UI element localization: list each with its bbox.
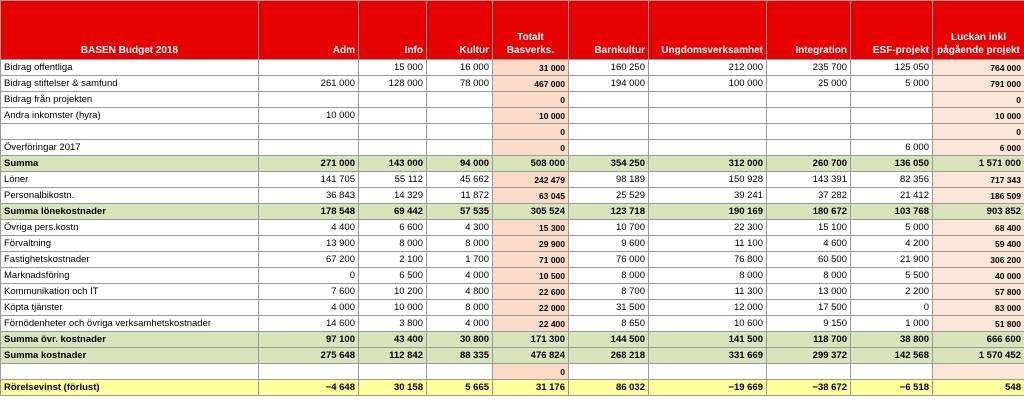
summary-row — [1, 348, 1024, 364]
cell[interactable]: 37 282 — [767, 188, 851, 204]
cell[interactable]: 1 571 000 — [933, 156, 1024, 172]
cell[interactable]: 268 218 — [569, 348, 649, 364]
cell[interactable]: 31 176 — [493, 380, 569, 396]
cell[interactable] — [933, 364, 1024, 380]
row-label[interactable]: Summa lönekostnader — [1, 204, 259, 220]
cell[interactable]: 57 800 — [933, 284, 1024, 300]
cell[interactable]: 305 524 — [493, 204, 569, 220]
cell[interactable]: 9 150 — [767, 316, 851, 332]
cell[interactable]: 6 000 — [851, 140, 933, 156]
column-header[interactable]: Integration — [767, 1, 851, 60]
cell[interactable]: 4 800 — [427, 284, 493, 300]
cell[interactable]: 10 000 — [493, 108, 569, 124]
cell[interactable]: 0 — [493, 140, 569, 156]
cell[interactable]: 125 050 — [851, 60, 933, 76]
cell[interactable]: 11 100 — [649, 236, 767, 252]
table-row — [1, 108, 1024, 124]
column-header[interactable]: ESF-projekt — [851, 1, 933, 60]
cell[interactable]: 5 000 — [851, 220, 933, 236]
cell[interactable]: 128 000 — [359, 76, 427, 92]
cell[interactable]: 0 — [493, 92, 569, 108]
cell[interactable]: 180 672 — [767, 204, 851, 220]
cell[interactable]: 0 — [933, 92, 1024, 108]
cell[interactable] — [359, 364, 427, 380]
cell[interactable]: 275 648 — [259, 348, 359, 364]
cell[interactable]: 260 700 — [767, 156, 851, 172]
cell[interactable]: 143 391 — [767, 172, 851, 188]
table-row — [1, 300, 1024, 316]
cell[interactable]: 1 700 — [427, 252, 493, 268]
cell[interactable]: 17 500 — [767, 300, 851, 316]
result-row — [1, 380, 1024, 396]
cell[interactable]: 11 300 — [649, 284, 767, 300]
cell[interactable]: 4 400 — [259, 220, 359, 236]
column-header[interactable]: Luckan inkl pågående projekt — [933, 1, 1024, 60]
cell[interactable]: 43 400 — [359, 332, 427, 348]
cell[interactable]: −6 518 — [851, 380, 933, 396]
header-row — [1, 1, 1024, 60]
cell[interactable]: 16 000 — [427, 60, 493, 76]
cell[interactable]: 55 112 — [359, 172, 427, 188]
cell[interactable]: 144 500 — [569, 332, 649, 348]
cell[interactable]: 242 479 — [493, 172, 569, 188]
cell[interactable]: 508 000 — [493, 156, 569, 172]
cell[interactable]: 76 000 — [569, 252, 649, 268]
cell[interactable]: 29 900 — [493, 236, 569, 252]
cell[interactable]: 331 669 — [649, 348, 767, 364]
cell[interactable]: 476 824 — [493, 348, 569, 364]
table-row — [1, 60, 1024, 76]
cell[interactable]: −19 669 — [649, 380, 767, 396]
cell[interactable] — [569, 124, 649, 140]
cell[interactable] — [649, 140, 767, 156]
cell[interactable]: 8 000 — [649, 268, 767, 284]
header-title[interactable]: BASEN Budget 2018 — [1, 1, 259, 60]
row-label[interactable]: Summa kostnader — [1, 348, 259, 364]
cell[interactable]: 13 000 — [767, 284, 851, 300]
row-label[interactable]: Bidrag offentliga — [1, 60, 259, 76]
row-label[interactable]: Förnödenheter och övriga verksamhetskostnader — [1, 316, 259, 332]
cell[interactable]: 67 200 — [259, 252, 359, 268]
cell[interactable]: 15 100 — [767, 220, 851, 236]
cell[interactable]: 261 000 — [259, 76, 359, 92]
cell[interactable]: 299 372 — [767, 348, 851, 364]
cell[interactable]: 143 000 — [359, 156, 427, 172]
table-row — [1, 188, 1024, 204]
cell[interactable]: 22 400 — [493, 316, 569, 332]
row-label[interactable]: Summa övr. kostnader — [1, 332, 259, 348]
cell[interactable]: 6 500 — [359, 268, 427, 284]
cell[interactable]: 6 600 — [359, 220, 427, 236]
cell[interactable]: 4 000 — [427, 316, 493, 332]
cell[interactable] — [851, 92, 933, 108]
cell[interactable]: 1 000 — [851, 316, 933, 332]
cell[interactable]: 94 000 — [427, 156, 493, 172]
cell[interactable]: 271 000 — [259, 156, 359, 172]
cell[interactable]: 71 000 — [493, 252, 569, 268]
cell[interactable]: 69 442 — [359, 204, 427, 220]
cell[interactable] — [851, 364, 933, 380]
cell[interactable] — [427, 364, 493, 380]
cell[interactable]: 10 600 — [649, 316, 767, 332]
cell[interactable] — [569, 364, 649, 380]
cell[interactable] — [767, 108, 851, 124]
row-label[interactable] — [1, 124, 259, 140]
cell[interactable]: 21 412 — [851, 188, 933, 204]
table-row — [1, 236, 1024, 252]
column-header[interactable]: Adm — [259, 1, 359, 60]
cell[interactable]: 8 000 — [569, 268, 649, 284]
cell[interactable]: 22 300 — [649, 220, 767, 236]
row-label[interactable]: Rörelsevinst (förlust) — [1, 380, 259, 396]
cell[interactable]: 100 000 — [649, 76, 767, 92]
cell[interactable]: 10 500 — [493, 268, 569, 284]
cell[interactable]: 2 200 — [851, 284, 933, 300]
cell[interactable] — [851, 124, 933, 140]
cell[interactable]: 112 842 — [359, 348, 427, 364]
cell[interactable]: 76 800 — [649, 252, 767, 268]
row-label[interactable]: Övriga pers.kostn — [1, 220, 259, 236]
row-label[interactable]: Bidrag från projekten — [1, 92, 259, 108]
cell[interactable]: 8 000 — [767, 268, 851, 284]
cell[interactable]: 31 000 — [493, 60, 569, 76]
cell[interactable]: 25 000 — [767, 76, 851, 92]
cell[interactable] — [569, 108, 649, 124]
cell[interactable]: 186 509 — [933, 188, 1024, 204]
cell[interactable]: 86 032 — [569, 380, 649, 396]
cell[interactable]: 60 500 — [767, 252, 851, 268]
cell[interactable]: 31 500 — [569, 300, 649, 316]
cell[interactable]: 141 705 — [259, 172, 359, 188]
cell[interactable]: 10 000 — [359, 300, 427, 316]
cell[interactable]: 98 189 — [569, 172, 649, 188]
row-label[interactable]: Marknadsföring — [1, 268, 259, 284]
cell[interactable]: 88 335 — [427, 348, 493, 364]
cell[interactable]: 141 500 — [649, 332, 767, 348]
cell[interactable]: 10 700 — [569, 220, 649, 236]
cell[interactable]: 83 000 — [933, 300, 1024, 316]
cell[interactable]: −4 648 — [259, 380, 359, 396]
cell[interactable]: 22 600 — [493, 284, 569, 300]
cell[interactable]: 39 241 — [649, 188, 767, 204]
cell[interactable] — [649, 108, 767, 124]
cell[interactable]: 12 000 — [649, 300, 767, 316]
row-label[interactable]: Summa — [1, 156, 259, 172]
cell[interactable]: 21 900 — [851, 252, 933, 268]
cell[interactable]: 717 343 — [933, 172, 1024, 188]
cell[interactable] — [569, 140, 649, 156]
summary-row — [1, 204, 1024, 220]
cell[interactable] — [259, 140, 359, 156]
cell[interactable] — [259, 60, 359, 76]
row-label[interactable]: Löner — [1, 172, 259, 188]
row-label[interactable]: Andra inkomster (hyra) — [1, 108, 259, 124]
cell[interactable]: 235 700 — [767, 60, 851, 76]
cell[interactable]: 4 000 — [259, 300, 359, 316]
cell[interactable]: 10 200 — [359, 284, 427, 300]
cell[interactable]: 190 169 — [649, 204, 767, 220]
cell[interactable] — [427, 124, 493, 140]
cell[interactable] — [649, 92, 767, 108]
cell[interactable]: 10 000 — [259, 108, 359, 124]
cell[interactable]: 4 600 — [767, 236, 851, 252]
cell[interactable]: 59 400 — [933, 236, 1024, 252]
cell[interactable] — [767, 140, 851, 156]
cell[interactable]: 9 600 — [569, 236, 649, 252]
cell[interactable]: 306 200 — [933, 252, 1024, 268]
row-label[interactable]: Fastighetskostnader — [1, 252, 259, 268]
summary-row — [1, 156, 1024, 172]
cell[interactable]: 2 100 — [359, 252, 427, 268]
cell[interactable] — [259, 124, 359, 140]
budget-table-body — [1, 1, 1024, 396]
cell[interactable]: 118 700 — [767, 332, 851, 348]
table-row — [1, 364, 1024, 380]
table-row — [1, 252, 1024, 268]
cell[interactable]: 0 — [259, 268, 359, 284]
cell[interactable]: 63 045 — [493, 188, 569, 204]
row-label[interactable]: Kommunikation och IT — [1, 284, 259, 300]
cell[interactable]: 4 200 — [851, 236, 933, 252]
cell[interactable]: 0 — [493, 124, 569, 140]
cell[interactable] — [359, 92, 427, 108]
cell[interactable]: 194 000 — [569, 76, 649, 92]
cell[interactable]: 22 000 — [493, 300, 569, 316]
table-row — [1, 140, 1024, 156]
cell[interactable]: 14 329 — [359, 188, 427, 204]
cell[interactable]: 13 900 — [259, 236, 359, 252]
cell[interactable]: 82 356 — [851, 172, 933, 188]
cell[interactable]: 10 000 — [933, 108, 1024, 124]
table-row — [1, 268, 1024, 284]
cell[interactable]: 97 100 — [259, 332, 359, 348]
cell[interactable]: 6 000 — [933, 140, 1024, 156]
row-label[interactable] — [1, 364, 259, 380]
cell[interactable]: 36 843 — [259, 188, 359, 204]
cell[interactable]: 0 — [933, 124, 1024, 140]
cell[interactable]: 212 000 — [649, 60, 767, 76]
cell[interactable]: 5 000 — [851, 76, 933, 92]
row-label[interactable]: Förvaltning — [1, 236, 259, 252]
column-header[interactable]: Ungdomsverksamhet — [649, 1, 767, 60]
cell[interactable]: 178 548 — [259, 204, 359, 220]
cell[interactable]: 8 000 — [359, 236, 427, 252]
cell[interactable]: 15 300 — [493, 220, 569, 236]
cell[interactable]: 171 300 — [493, 332, 569, 348]
column-header[interactable]: Kultur — [427, 1, 493, 60]
row-label[interactable]: Personalbikostn. — [1, 188, 259, 204]
cell[interactable]: 312 000 — [649, 156, 767, 172]
table-row — [1, 92, 1024, 108]
cell[interactable] — [359, 108, 427, 124]
cell[interactable]: 5 500 — [851, 268, 933, 284]
cell[interactable]: −38 672 — [767, 380, 851, 396]
cell[interactable]: 467 000 — [493, 76, 569, 92]
cell[interactable]: 8 000 — [427, 300, 493, 316]
cell[interactable]: 14 600 — [259, 316, 359, 332]
table-row — [1, 284, 1024, 300]
row-label[interactable]: Överföringar 2017 — [1, 140, 259, 156]
cell[interactable]: 150 928 — [649, 172, 767, 188]
cell[interactable]: 40 000 — [933, 268, 1024, 284]
cell[interactable]: 4 000 — [427, 268, 493, 284]
table-row — [1, 124, 1024, 140]
cell[interactable]: 666 600 — [933, 332, 1024, 348]
cell[interactable]: 354 250 — [569, 156, 649, 172]
cell[interactable] — [259, 92, 359, 108]
summary-row — [1, 332, 1024, 348]
cell[interactable]: 57 535 — [427, 204, 493, 220]
cell[interactable] — [359, 124, 427, 140]
cell[interactable]: 8 700 — [569, 284, 649, 300]
cell[interactable]: 45 662 — [427, 172, 493, 188]
cell[interactable] — [649, 364, 767, 380]
cell[interactable]: 51 800 — [933, 316, 1024, 332]
cell[interactable]: 0 — [851, 300, 933, 316]
cell[interactable]: 123 718 — [569, 204, 649, 220]
cell[interactable]: 160 250 — [569, 60, 649, 76]
cell[interactable]: 791 000 — [933, 76, 1024, 92]
cell[interactable] — [767, 92, 851, 108]
cell[interactable]: 11 872 — [427, 188, 493, 204]
cell[interactable]: 68 400 — [933, 220, 1024, 236]
cell[interactable]: 903 852 — [933, 204, 1024, 220]
cell[interactable] — [649, 124, 767, 140]
cell[interactable]: 142 568 — [851, 348, 933, 364]
cell[interactable]: 3 800 — [359, 316, 427, 332]
cell[interactable]: 8 000 — [427, 236, 493, 252]
cell[interactable]: 1 570 452 — [933, 348, 1024, 364]
cell[interactable]: 5 665 — [427, 380, 493, 396]
cell[interactable]: 15 000 — [359, 60, 427, 76]
cell[interactable]: 78 000 — [427, 76, 493, 92]
cell[interactable]: 25 529 — [569, 188, 649, 204]
cell[interactable]: 30 800 — [427, 332, 493, 348]
cell[interactable] — [259, 364, 359, 380]
column-header[interactable]: Info — [359, 1, 427, 60]
cell[interactable]: 8 650 — [569, 316, 649, 332]
cell[interactable] — [359, 140, 427, 156]
cell[interactable] — [427, 140, 493, 156]
cell[interactable]: 103 768 — [851, 204, 933, 220]
cell[interactable]: 38 800 — [851, 332, 933, 348]
cell[interactable]: 4 300 — [427, 220, 493, 236]
row-label[interactable]: Bidrag stiftelser & samfund — [1, 76, 259, 92]
cell[interactable]: 0 — [493, 364, 569, 380]
column-header[interactable]: Totalt Basverks. — [493, 1, 569, 60]
table-row — [1, 220, 1024, 236]
cell[interactable] — [767, 364, 851, 380]
table-row — [1, 172, 1024, 188]
cell[interactable] — [569, 92, 649, 108]
cell[interactable]: 30 158 — [359, 380, 427, 396]
cell[interactable]: 548 — [933, 380, 1024, 396]
cell[interactable] — [851, 108, 933, 124]
cell[interactable] — [767, 124, 851, 140]
cell[interactable] — [427, 92, 493, 108]
table-row — [1, 76, 1024, 92]
cell[interactable]: 136 050 — [851, 156, 933, 172]
table-row — [1, 316, 1024, 332]
cell[interactable] — [427, 108, 493, 124]
cell[interactable]: 7 600 — [259, 284, 359, 300]
cell[interactable]: 764 000 — [933, 60, 1024, 76]
row-label[interactable]: Köpta tjänster — [1, 300, 259, 316]
column-header[interactable]: Barnkultur — [569, 1, 649, 60]
